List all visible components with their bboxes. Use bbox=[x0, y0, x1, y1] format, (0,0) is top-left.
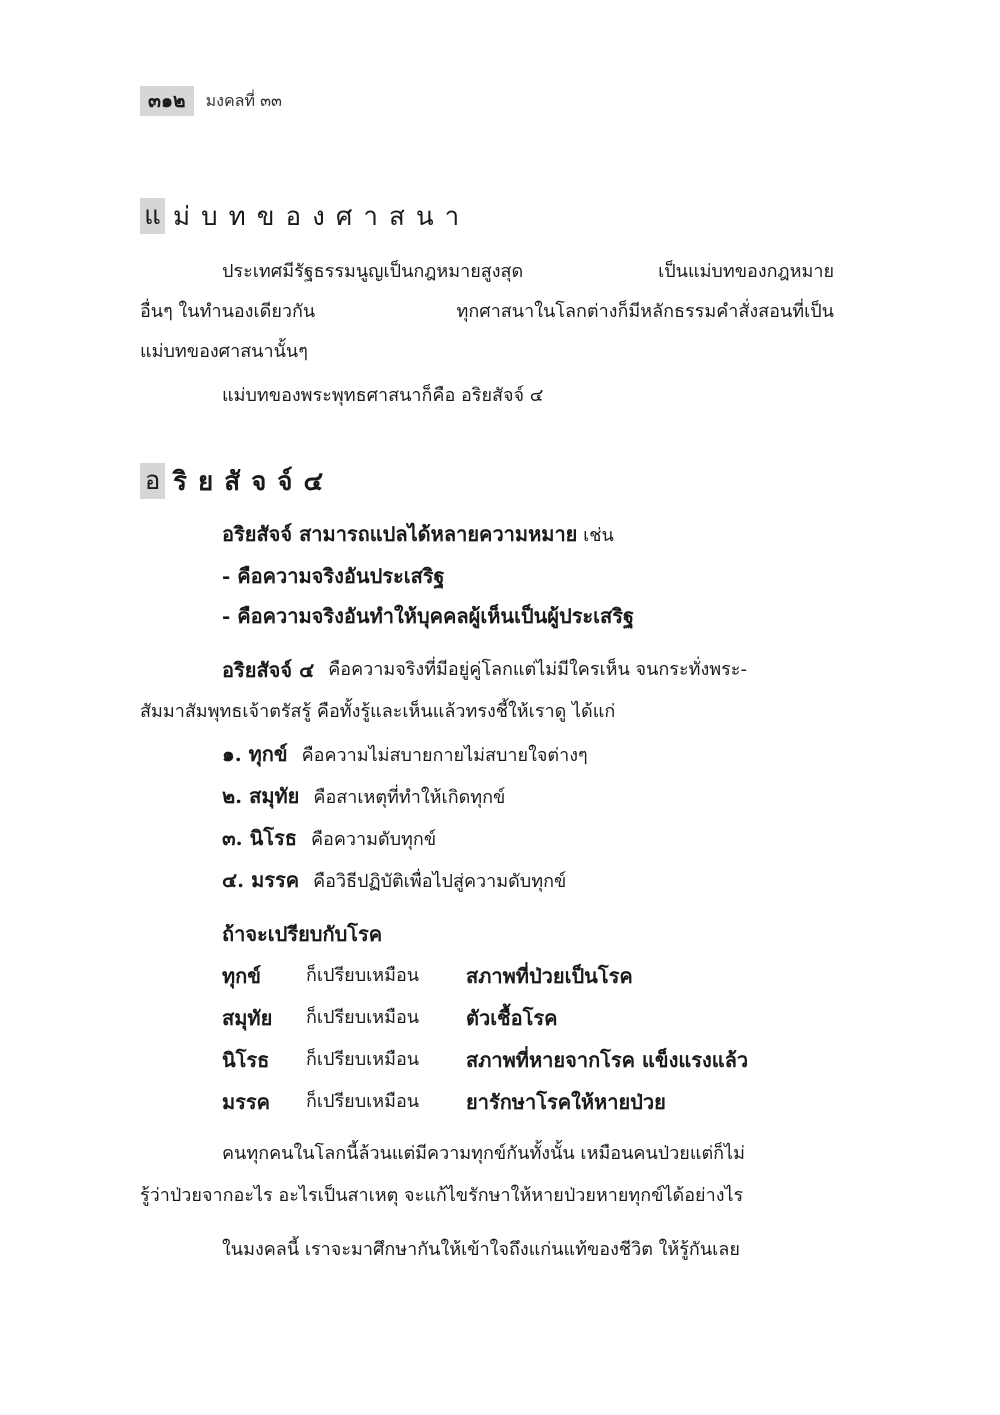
comparison-target: ตัวเชื้อโรค bbox=[466, 1006, 558, 1030]
paragraph-line: แม่บทของศาสนานั้นๆ bbox=[140, 341, 308, 362]
comparison-term: สมุทัย bbox=[222, 1006, 273, 1030]
comparison-term: นิโรธ bbox=[222, 1048, 270, 1072]
truth-text: คือความไม่สบายกายไม่สบายใจต่างๆ bbox=[301, 745, 588, 766]
heading-initial-highlight: แ bbox=[140, 198, 165, 234]
intro-line bbox=[222, 520, 614, 550]
definition-text: คือความจริงที่มีอยู่คู่โลกแต่ไม่มีใครเห็น จนกระทั่งพระ- bbox=[328, 659, 747, 680]
truth-item bbox=[222, 740, 588, 770]
comparison-target: สภาพที่ป่วยเป็นโรค bbox=[466, 964, 633, 988]
truth-label: ๒. สมุทัย bbox=[222, 784, 300, 808]
comparison-term: ทุกข์ bbox=[222, 964, 261, 988]
truth-label: ๓. นิโรธ bbox=[222, 826, 297, 850]
text-segment: ทุกศาสนาในโลกต่างก็มีหลักธรรมคำสั่งสอนที่เป็น bbox=[456, 301, 834, 322]
truth-label: ๑. ทุกข์ bbox=[222, 742, 288, 766]
intro-tail: เช่น bbox=[577, 525, 614, 546]
page-number: ๓๑๒ bbox=[140, 86, 194, 116]
comparison-target: สภาพที่หายจากโรค แข็งแรงแล้ว bbox=[466, 1048, 749, 1072]
section-heading-mother-of-religion bbox=[140, 198, 470, 234]
definition-line: สัมมาสัมพุทธเจ้าตรัสรู้ คือทั้งรู้และเห็นแล้วทรงชี้ให้เราดู ได้แก่ bbox=[140, 701, 616, 722]
closing-paragraph-line: รู้ว่าป่วยจากอะไร อะไรเป็นสาเหตุ จะแก้ไขรักษาให้หายป่วยหายทุกข์ได้อย่างไร bbox=[140, 1185, 744, 1206]
meaning-item: - คือความจริงอันประเสริฐ bbox=[222, 564, 445, 588]
heading-initial-highlight: อ bbox=[140, 463, 165, 499]
comparison-term: มรรค bbox=[222, 1090, 271, 1114]
comparison-heading: ถ้าจะเปรียบกับโรค bbox=[222, 922, 383, 946]
heading-text: ม่บทของศาสนา bbox=[173, 201, 471, 232]
comparison-verb: ก็เปรียบเหมือน bbox=[306, 1091, 420, 1112]
truth-item bbox=[222, 824, 436, 854]
closing-paragraph-line: ในมงคลนี้ เราจะมาศึกษากันให้เข้าใจถึงแก่นแท้ของชีวิต ให้รู้กันเลย bbox=[222, 1239, 740, 1260]
truth-text: คือความดับทุกข์ bbox=[310, 829, 437, 850]
text-segment: ประเทศมีรัฐธรรมนูญเป็นกฎหมายสูงสุด bbox=[222, 261, 524, 282]
truth-item bbox=[222, 782, 505, 812]
paragraph-line bbox=[222, 258, 834, 286]
section-heading-four-noble-truths bbox=[140, 463, 334, 499]
text-segment: อื่นๆ ในทำนองเดียวกัน bbox=[140, 301, 316, 322]
comparison-verb: ก็เปรียบเหมือน bbox=[306, 1049, 420, 1070]
truth-text: คือวิธีปฏิบัติเพื่อไปสู่ความดับทุกข์ bbox=[313, 871, 567, 892]
closing-paragraph-line: คนทุกคนในโลกนี้ล้วนแต่มีความทุกข์กันทั้งนั้น เหมือนคนป่วยแต่ก็ไม่ bbox=[222, 1143, 745, 1164]
paragraph-line: แม่บทของพระพุทธศาสนาก็คือ อริยสัจจ์ ๔ bbox=[222, 385, 544, 406]
comparison-verb: ก็เปรียบเหมือน bbox=[306, 965, 420, 986]
text-segment: เป็นแม่บทของกฎหมาย bbox=[658, 261, 834, 282]
truth-label: ๔. มรรค bbox=[222, 868, 300, 892]
truth-text: คือสาเหตุที่ทำให้เกิดทุกข์ bbox=[313, 787, 506, 808]
meaning-item: - คือความจริงอันทำให้บุคคลผู้เห็นเป็นผู้ประเสริฐ bbox=[222, 604, 634, 628]
paragraph-line bbox=[140, 298, 834, 326]
intro-bold: อริยสัจจ์ สามารถแปลได้หลายความหมาย bbox=[222, 522, 578, 546]
running-header bbox=[140, 86, 282, 116]
definition-line bbox=[222, 656, 834, 684]
chapter-title: มงคลที่ ๓๓ bbox=[205, 90, 282, 110]
heading-text: ริยสัจจ์๔ bbox=[173, 466, 335, 497]
definition-bold: อริยสัจจ์ ๔ bbox=[222, 658, 315, 682]
comparison-target: ยารักษาโรคให้หายป่วย bbox=[466, 1090, 666, 1114]
truth-item bbox=[222, 866, 566, 896]
comparison-verb: ก็เปรียบเหมือน bbox=[306, 1007, 420, 1028]
